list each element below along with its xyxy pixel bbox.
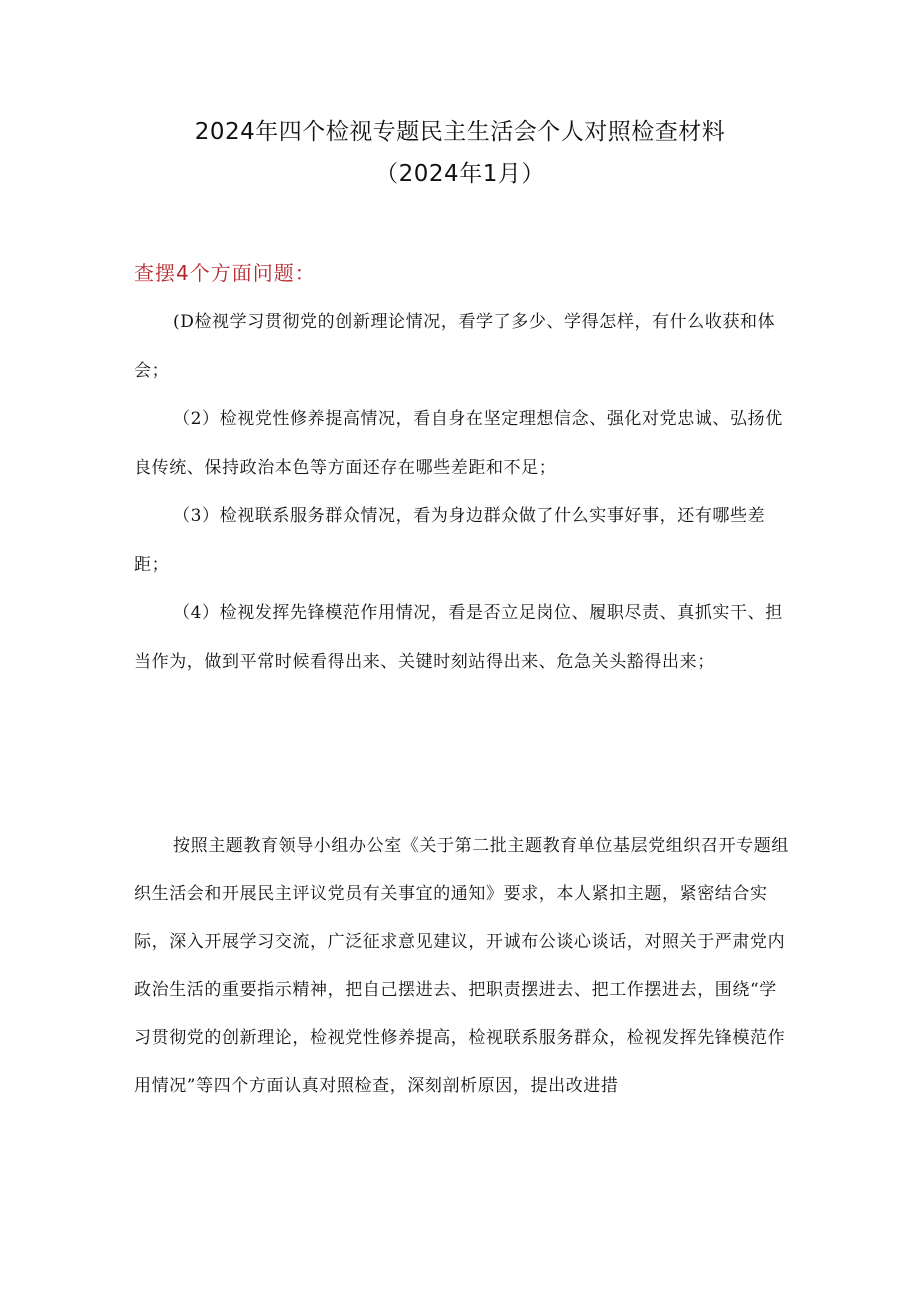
document-title: 2024年四个检视专题民主生活会个人对照检查材料: [194, 119, 726, 145]
list-item: （4）检视发挥先锋模范作用情况，看是否立足岗位、履职尽责、真抓实干、担当作为，做到平常时候看得出来、关键时刻站得出来、危急关头豁得出来；: [134, 603, 783, 672]
body-paragraph: 按照主题教育领导小组办公室《关于第二批主题教育单位基层党组织召开专题组织生活会和开展民主评议党员有关事宜的通知》要求，本人紧扣主题，紧密结合实际，深入开展学习交流，广泛征求意见建议，开诚布公谈心谈话，对照关于严肃党内政治生活的重要指示精神，把自己摆进去、把职责摆进去、把工作摆进去，围绕“学习贯彻党的创新理论，检视党性修养提高，检视联系服务群众，检视发挥先锋模范作用情况”等四个方面认真对照检查，深刻剖析原因，提出改进措: [134, 836, 789, 1096]
list-item: (D检视学习贯彻党的创新理论情况，看学了多少、学得怎样，有什么收获和体会；: [134, 312, 776, 381]
list-item: （3）检视联系服务群众情况，看为身边群众做了什么实事好事，还有哪些差距；: [134, 506, 766, 575]
document-date: （2024年1月）: [375, 161, 545, 187]
section-heading: 查摆4个方面问题：: [134, 261, 316, 285]
list-item: （2）检视党性修养提高情况，看自身在坚定理想信念、强化对党忠诚、弘扬优良传统、保持政治本色等方面还存在哪些差距和不足；: [134, 409, 783, 478]
